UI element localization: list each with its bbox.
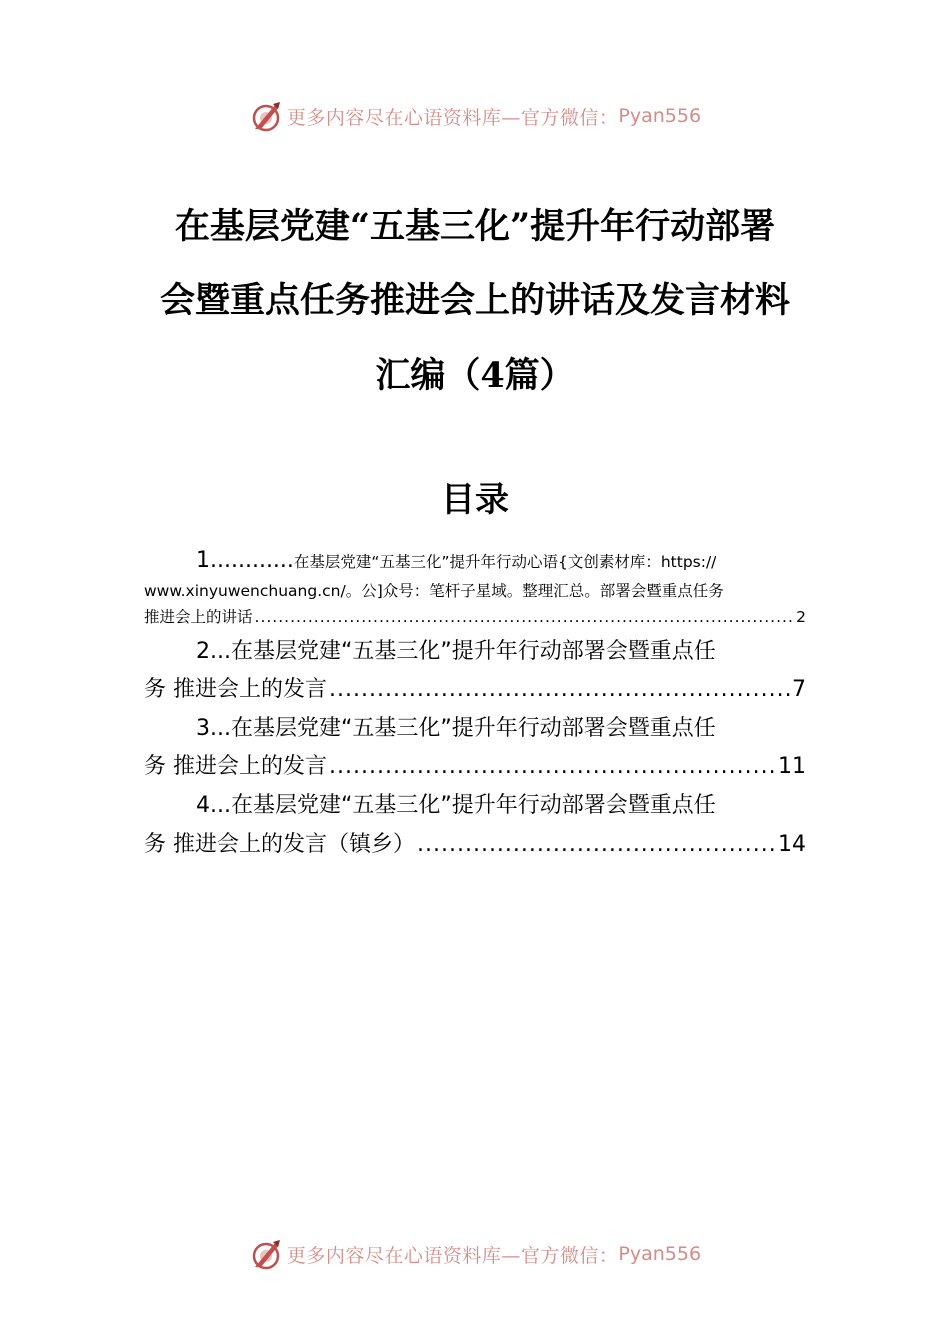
banner-wechat-id: Pyan556 (618, 105, 702, 127)
banner-wechat-id: Pyan556 (618, 1243, 702, 1265)
footer-watermark-banner (0, 1234, 950, 1274)
toc-entry-1-line-2: www.xinyuwenchuang.cn/。公]众号：笔杆子星域。整理汇总。部署会暨重点任务 (144, 582, 724, 600)
toc-entry-2-line-1 (196, 634, 716, 665)
toc-page-number: 11 (778, 754, 806, 779)
toc-entry-3-line-2 (144, 749, 806, 780)
toc-entry-4-line-2 (144, 827, 806, 858)
toc-entry-4-line-1 (196, 788, 716, 819)
toc-page-number: 7 (792, 677, 806, 702)
toc-heading: 目录 (441, 480, 509, 520)
toc-page-number: 2 (796, 608, 806, 626)
quill-seal-icon (249, 1237, 283, 1271)
toc-entry-1-line-3 (144, 605, 806, 627)
header-watermark-banner (0, 96, 950, 136)
toc-entry-number: 1............ (196, 548, 294, 573)
document-title-line-2: 会暨重点任务推进会上的讲话及发言材料 (159, 280, 790, 321)
toc-leader-dots (329, 754, 776, 779)
toc-entry-text: 务 推进会上的发言 (144, 754, 327, 779)
toc-entry-text: 在基层党建“五基三化”提升年行动部署会暨重点任 (230, 639, 716, 664)
banner-text: 更多内容尽在心语资料库—官方微信： (286, 106, 619, 129)
toc-entry-text: 在基层党建“五基三化”提升年行动心语{文创素材库：https:// (293, 553, 717, 571)
toc-leader-dots (417, 832, 776, 857)
toc-entry-text: 务 推进会上的发言 (144, 677, 327, 702)
toc-entry-text: 在基层党建“五基三化”提升年行动部署会暨重点任 (230, 716, 716, 741)
toc-entry-text: 推进会上的讲话 (144, 608, 253, 626)
toc-entry-number: 4... (196, 793, 231, 818)
toc-entry-2-line-2 (144, 672, 806, 703)
toc-entry-1-line-1 (196, 548, 716, 573)
toc-leader-dots (329, 677, 790, 702)
toc-entry-number: 3... (196, 716, 231, 741)
toc-entry-text: 务 推进会上的发言（镇乡） (144, 832, 415, 857)
toc-entry-text: 在基层党建“五基三化”提升年行动部署会暨重点任 (230, 793, 716, 818)
banner-text: 更多内容尽在心语资料库—官方微信： (286, 1244, 619, 1267)
toc-entry-3-line-1 (196, 711, 716, 742)
document-title-line-1: 在基层党建“五基三化”提升年行动部署 (174, 206, 776, 247)
toc-page-number: 14 (778, 832, 806, 857)
document-title-line-3: 汇编（4篇） (375, 355, 575, 396)
toc-entry-number: 2... (196, 639, 231, 664)
toc-leader-dots (255, 608, 795, 626)
quill-seal-icon (249, 99, 283, 133)
